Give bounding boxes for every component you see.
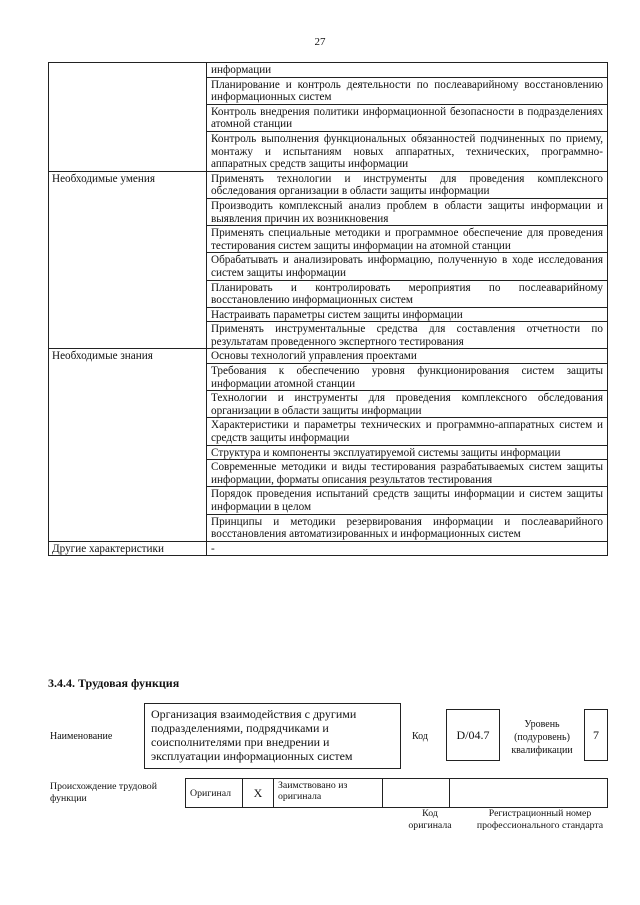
row-label: Необходимые умения [49, 171, 207, 349]
row-cell: Контроль внедрения политики информационной безопасности в подразделениях атомной станции [207, 104, 608, 131]
level-box: 7 [584, 709, 608, 761]
row-cell: Технологии и инструменты для проведения комплексного обследования организации в области защиты информации [207, 391, 608, 418]
function-name-box: Организация взаимодействия с другими подразделениями, подрядчиками и соисполнителями при внедрении и эксплуатации информационных систем [144, 703, 401, 769]
table-row [49, 541, 608, 556]
level-label: Уровень (подуровень) квалификации [511, 719, 573, 756]
code-original-caption: Код оригинала [408, 808, 452, 831]
row-cell: Применять инструментальные средства для составления отчетности по результатам проведенного экспертного тестирования [207, 322, 608, 349]
row-cell: Современные методики и виды тестирования разрабатываемых систем защиты информации, форматы описания результатов тестирования [207, 460, 608, 487]
row-cell: - [207, 541, 608, 556]
row-cell: Применять специальные методики и программное обеспечение для проведения тестирования систем защиты информации на атомной станции [207, 226, 608, 253]
table-row [49, 63, 608, 78]
code-box: D/04.7 [446, 709, 500, 761]
row-cell: Применять технологии и инструменты для проведения комплексного обследования организации в области защиты информации [207, 171, 608, 198]
table-row [49, 349, 608, 364]
original-label: Оригинал [186, 779, 243, 808]
code-original-cell [383, 779, 450, 808]
row-cell: Принципы и методики резервирования информации и послеаварийного восстановления автоматизированных и информационных систем [207, 514, 608, 541]
row-label [49, 63, 207, 172]
row-cell: Основы технологий управления проектами [207, 349, 608, 364]
row-cell: Производить комплексный анализ проблем в области защиты информации и выявления причин их возникновения [207, 198, 608, 225]
borrowed-label: Заимствовано из оригинала [274, 779, 383, 808]
row-label: Необходимые знания [49, 349, 207, 541]
table-row [49, 171, 608, 198]
reg-number-cell [450, 779, 608, 808]
section-title: 3.4.4. Трудовая функция [48, 676, 180, 690]
row-label: Другие характеристики [49, 541, 207, 556]
reg-number-caption: Регистрационный номер профессионального стандарта [476, 808, 604, 831]
original-mark: X [243, 779, 274, 808]
page-number: 27 [314, 36, 326, 48]
row-cell: Порядок проведения испытаний средств защиты информации и систем защиты информации в целом [207, 487, 608, 514]
row-cell: Планирование и контроль деятельности по послеаварийному восстановлению информационных систем [207, 77, 608, 104]
origin-label: Происхождение трудовой функции [50, 781, 157, 804]
code-label: Код [412, 731, 428, 742]
row-cell: информации [207, 63, 608, 78]
row-cell: Настраивать параметры систем защиты информации [207, 307, 608, 322]
row-cell: Планировать и контролировать мероприятия по послеаварийному восстановлению информационных систем [207, 280, 608, 307]
name-label: Наименование [50, 731, 113, 742]
row-cell: Требования к обеспечению уровня функционирования систем защиты информации атомной станции [207, 364, 608, 391]
competency-table [48, 62, 608, 556]
row-cell: Обрабатывать и анализировать информацию, полученную в ходе исследования систем защиты информации [207, 253, 608, 280]
row-cell: Характеристики и параметры технических и программно-аппаратных систем и средств защиты информации [207, 418, 608, 445]
row-cell: Структура и компоненты эксплуатируемой системы защиты информации [207, 445, 608, 460]
origin-table [185, 778, 608, 808]
row-cell: Контроль выполнения функциональных обязанностей подчиненных по приему, монтажу и испытаниям новых аппаратных, технических, программно-аппаратных средств защиты информации [207, 131, 608, 171]
